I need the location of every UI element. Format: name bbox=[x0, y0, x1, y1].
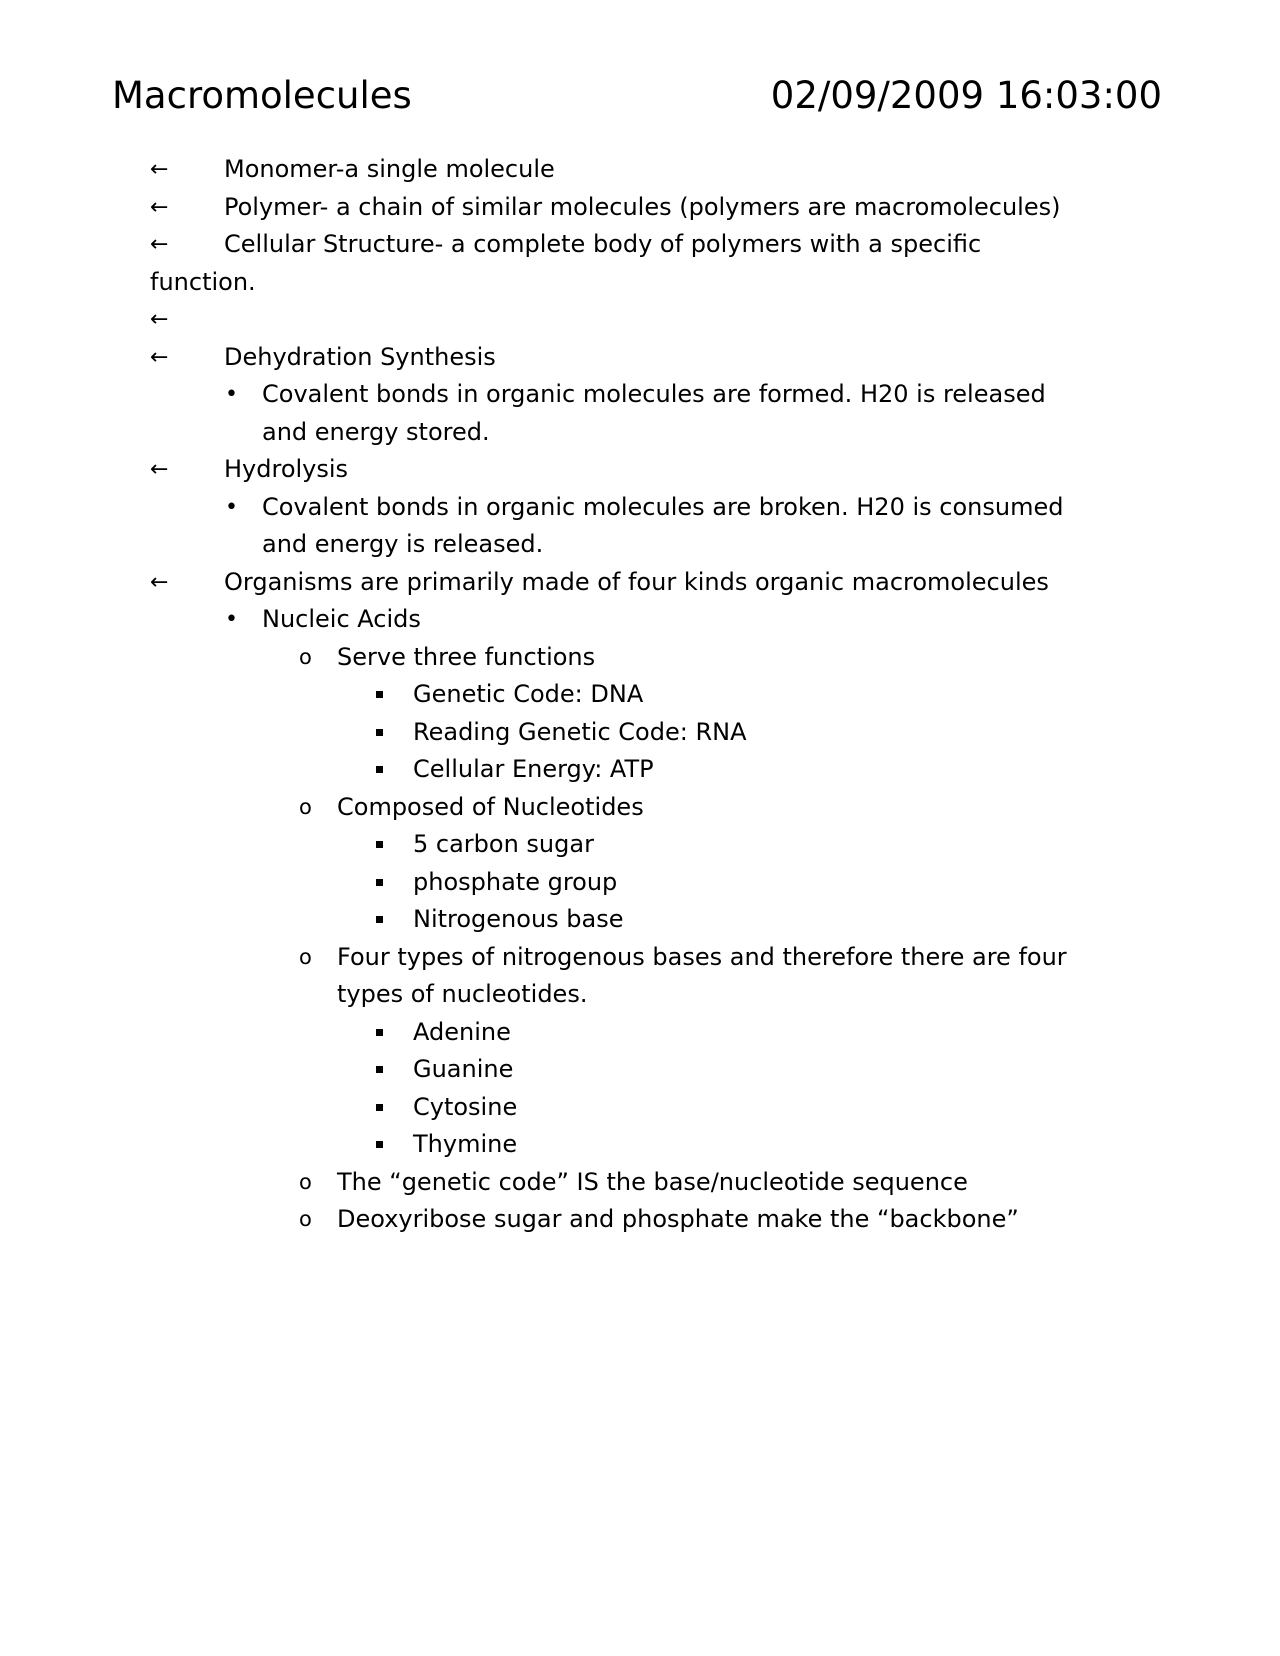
leaf-item-guanine bbox=[150, 1051, 1110, 1089]
bullet-dot-icon: • bbox=[225, 494, 238, 520]
list-item-polymer bbox=[150, 189, 1110, 227]
leaf-item-text: Adenine bbox=[413, 1017, 511, 1046]
left-arrow-icon: ← bbox=[150, 344, 169, 370]
left-arrow-icon: ← bbox=[150, 194, 169, 220]
sub-sub-item-text: The “genetic code” IS the base/nucleotide sequence bbox=[337, 1167, 968, 1196]
list-item-text: Organisms are primarily made of four kinds organic macromolecules bbox=[224, 567, 1049, 596]
square-bullet-icon bbox=[376, 841, 383, 848]
sub-sub-item-text: Composed of Nucleotides bbox=[337, 792, 644, 821]
list-item-hydrolysis bbox=[150, 451, 1110, 489]
leaf-item-text: Reading Genetic Code: RNA bbox=[413, 717, 747, 746]
square-bullet-icon bbox=[376, 879, 383, 886]
leaf-item-text: 5 carbon sugar bbox=[413, 830, 594, 858]
list-item-text: Dehydration Synthesis bbox=[224, 342, 496, 371]
square-bullet-icon bbox=[376, 1141, 383, 1148]
leaf-item-text: Nitrogenous base bbox=[413, 905, 624, 933]
list-item-text: Polymer- a chain of similar molecules (polymers are macromolecules) bbox=[224, 192, 1061, 221]
square-bullet-icon bbox=[376, 916, 383, 923]
sub-item-dehydration-detail bbox=[150, 376, 1110, 451]
list-item-organisms bbox=[150, 564, 1110, 602]
leaf-item-phosphate-group bbox=[150, 864, 1110, 902]
leaf-item-text: Thymine bbox=[413, 1130, 518, 1158]
bullet-dot-icon: • bbox=[225, 607, 238, 632]
square-bullet-icon bbox=[376, 691, 383, 698]
leaf-item-thymine bbox=[150, 1126, 1110, 1164]
leaf-item-nitrogenous-base bbox=[150, 901, 1110, 939]
square-bullet-icon bbox=[376, 1066, 383, 1073]
list-item-text bbox=[150, 301, 1110, 339]
list-item-text: Cellular Structure- a complete body of polymers with a specific bbox=[224, 230, 982, 258]
sub-sub-item-text: Deoxyribose sugar and phosphate make the “backbone” bbox=[337, 1205, 1019, 1233]
leaf-item-text: Cytosine bbox=[413, 1092, 518, 1121]
sub-sub-item-backbone bbox=[150, 1201, 1110, 1239]
sub-item-hydrolysis-detail bbox=[150, 489, 1110, 564]
sub-item-text: Covalent bonds in organic molecules are formed. H20 is released bbox=[262, 380, 1046, 408]
square-bullet-icon bbox=[376, 1029, 383, 1036]
circle-bullet-icon: o bbox=[299, 944, 312, 969]
list-item-text-continued: function. bbox=[150, 267, 256, 296]
sub-sub-item-four-types bbox=[150, 939, 1110, 1014]
sub-item-nucleic-acids bbox=[150, 601, 1110, 639]
sub-item-text-continued: and energy stored. bbox=[262, 417, 490, 446]
page-datetime: 02/09/2009 16:03:00 bbox=[770, 74, 1162, 117]
leaf-item-text: Cellular Energy: ATP bbox=[413, 755, 654, 783]
sub-item-text: Nucleic Acids bbox=[262, 605, 421, 633]
leaf-item-cytosine bbox=[150, 1089, 1110, 1127]
list-item-monomer bbox=[150, 151, 1110, 189]
leaf-item-adenine bbox=[150, 1014, 1110, 1052]
sub-sub-item-genetic-code-is bbox=[150, 1164, 1110, 1202]
sub-item-text: Covalent bonds in organic molecules are broken. H20 is consumed bbox=[262, 492, 1064, 521]
list-item-empty bbox=[150, 301, 1110, 339]
notes-content bbox=[150, 151, 1110, 1239]
leaf-item-genetic-code bbox=[150, 676, 1110, 714]
sub-sub-item-serve-functions bbox=[150, 639, 1110, 677]
sub-sub-item-text: Four types of nitrogenous bases and therefore there are four bbox=[337, 942, 1067, 971]
square-bullet-icon bbox=[376, 766, 383, 773]
left-arrow-icon: ← bbox=[150, 457, 169, 482]
leaf-item-text: phosphate group bbox=[413, 867, 618, 896]
sub-sub-item-composed bbox=[150, 789, 1110, 827]
leaf-item-carbon-sugar bbox=[150, 826, 1110, 864]
list-item-text: Monomer-a single molecule bbox=[224, 155, 555, 183]
left-arrow-icon: ← bbox=[150, 307, 169, 332]
left-arrow-icon: ← bbox=[150, 232, 169, 257]
square-bullet-icon bbox=[376, 1104, 383, 1111]
list-item-text: Hydrolysis bbox=[224, 455, 349, 483]
sub-sub-item-text: Serve three functions bbox=[337, 642, 596, 671]
leaf-item-cellular-energy bbox=[150, 751, 1110, 789]
sub-sub-item-text-continued: types of nucleotides. bbox=[337, 980, 588, 1008]
circle-bullet-icon: o bbox=[299, 1169, 312, 1194]
square-bullet-icon bbox=[376, 729, 383, 736]
leaf-item-text: Genetic Code: DNA bbox=[413, 680, 644, 708]
circle-bullet-icon: o bbox=[299, 644, 312, 669]
circle-bullet-icon: o bbox=[299, 794, 312, 819]
left-arrow-icon: ← bbox=[150, 569, 169, 595]
list-item-dehydration-synthesis bbox=[150, 339, 1110, 377]
left-arrow-icon: ← bbox=[150, 157, 169, 182]
leaf-item-reading-code bbox=[150, 714, 1110, 752]
list-item-cellular-structure bbox=[150, 226, 1110, 301]
page-title: Macromolecules bbox=[112, 74, 412, 117]
circle-bullet-icon: o bbox=[299, 1207, 312, 1231]
leaf-item-text: Guanine bbox=[413, 1055, 514, 1083]
bullet-dot-icon: • bbox=[225, 382, 238, 407]
sub-item-text-continued: and energy is released. bbox=[262, 530, 544, 558]
